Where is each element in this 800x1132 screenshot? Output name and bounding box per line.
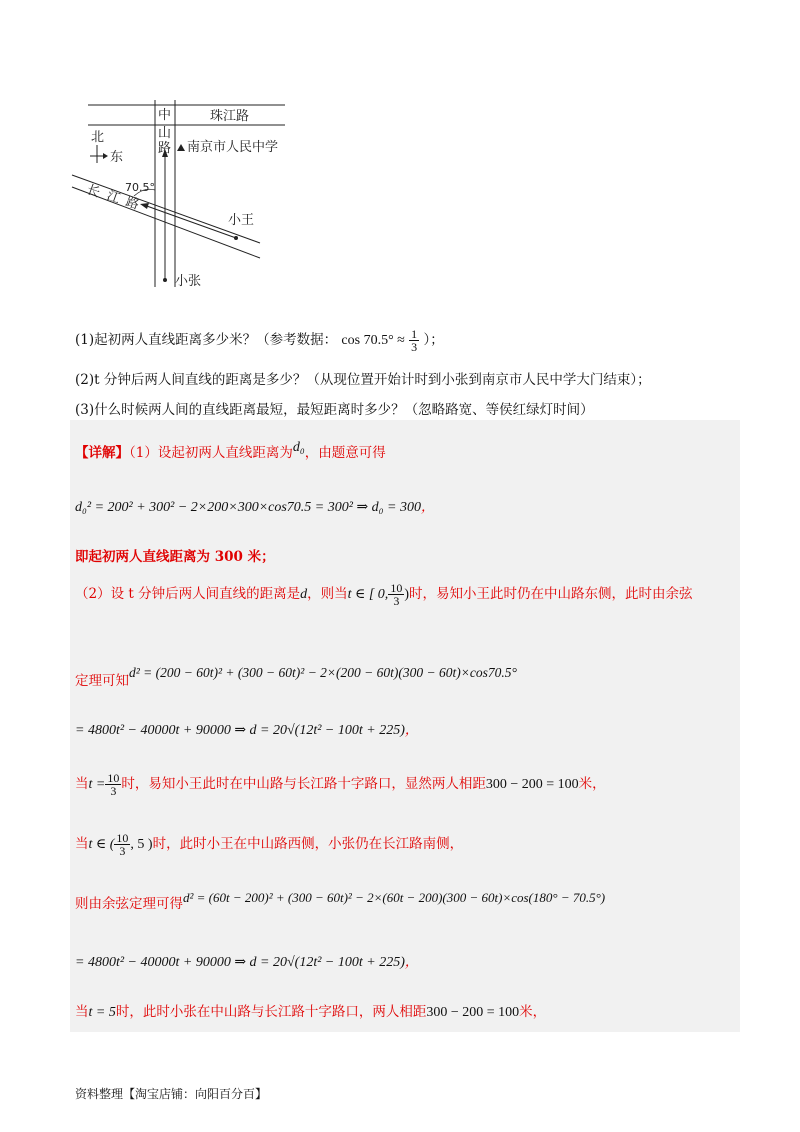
solution-line-7: [75, 890, 605, 912]
solution-p5-end: 米，: [578, 776, 606, 792]
solution-p3-text: （2）设 t 分钟后两人间直线的距离是: [75, 586, 301, 602]
solution-p8-t: t = 5: [88, 1005, 116, 1020]
east-label: 东: [110, 150, 124, 165]
equation-3-comma: ，: [404, 722, 419, 737]
solution-p1-end: ，由题意可得: [304, 445, 386, 461]
question-2: (2)t 分钟后两人间直线的距离是多少？（从现位置开始计时到小张到南京市人民中学大门结束）；: [75, 372, 651, 388]
solution-p3-when: ，则当: [307, 586, 348, 602]
changjiang-road-char-1: 长: [84, 182, 102, 201]
equation-3: [75, 718, 418, 739]
solution-line-3: [75, 582, 692, 607]
solution-p8-end: 米，: [519, 1004, 547, 1020]
equation-5: [75, 950, 418, 971]
solution-p8-mid: 时，此时小张在中山路与长江路十字路口，两人相距: [115, 1004, 427, 1020]
equation-1-body: d₀² = 200² + 300² − 2×200×300×cos70.5 = 300² ⇒ d₀ = 300: [75, 500, 421, 515]
solution-p6-interval-a: t ∈ (: [88, 837, 115, 852]
equation-5-comma: ，: [404, 954, 419, 969]
question-1-text: (1)起初两人直线距离多少米？（参考数据：: [75, 332, 338, 348]
equation-1-comma: ，: [421, 499, 435, 514]
road-diagram: [60, 95, 320, 295]
solution-line-2: 即起初两人直线距离为 300 米；: [75, 549, 275, 565]
solution-p5-eq: 300 − 200 = 100: [485, 777, 579, 792]
xiaozhang-label: 小张: [175, 274, 202, 289]
zhongshan-road-char-3: 路: [158, 141, 172, 156]
solution-p3-end: 时，易知小王此时仍在中山路东侧，此时由余弦: [408, 586, 693, 602]
question-1-fraction: [409, 328, 419, 353]
solution-p4-text: 定理可知: [75, 673, 129, 689]
solution-p6-fraction: [114, 832, 130, 857]
question-1-frac-den: 3: [411, 340, 418, 354]
solution-p3-frac-den: 3: [393, 594, 400, 608]
solution-p6-frac-num: 10: [116, 831, 129, 845]
footer-text: 资料整理【淘宝店铺：向阳百分百】: [75, 1087, 268, 1101]
solution-p7-text: 则由余弦定理可得: [75, 896, 183, 912]
solution-p5-fraction: [105, 772, 121, 797]
question-1: [75, 328, 444, 353]
equation-3-body: = 4800t² − 40000t + 90000 ⇒ d = 20√(12t² − 100t + 225): [75, 723, 405, 738]
solution-p3-interval-b: ): [404, 587, 409, 602]
solution-p3-var: d: [300, 587, 308, 602]
solution-p6-text: 当: [75, 836, 89, 852]
zhongshan-road-char-1: 中: [158, 108, 172, 123]
xiaowang-dot: [234, 236, 238, 240]
solution-p5-frac-num: 10: [107, 771, 120, 785]
solution-line-6: [75, 832, 463, 857]
solution-line-5: [75, 772, 606, 797]
equation-2: d² = (200 − 60t)² + (300 − 60t)² − 2×(200 − 60t)(300 − 60t)×cos70.5°: [129, 665, 517, 680]
solution-p1-var: d₀: [292, 440, 305, 455]
solution-p1-text: （1）设起初两人直线距离为: [129, 445, 293, 461]
solution-p6-interval-b: , 5 ): [130, 837, 153, 852]
equation-5-body: = 4800t² − 40000t + 90000 ⇒ d = 20√(12t² − 100t + 225): [75, 955, 405, 970]
solution-line-1: [75, 440, 386, 461]
zhongshan-road-char-2: 山: [158, 126, 172, 141]
solution-label: 【详解】: [75, 445, 129, 461]
question-1-end: ）；: [423, 332, 444, 348]
equation-1: [75, 495, 435, 516]
solution-p3-frac-num: 10: [390, 581, 403, 595]
north-label: 北: [91, 130, 105, 145]
zhujiang-road-label: 珠江路: [210, 109, 250, 124]
question-3: (3)什么时候两人间的直线距离最短，最短距离时多少？（忽略路宽、等侯红绿灯时间）: [75, 402, 594, 418]
solution-p5-t: t =: [88, 777, 106, 792]
question-1-cos: cos 70.5° ≈: [341, 333, 405, 348]
xiaowang-label: 小王: [228, 213, 255, 228]
question-1-frac-num: 1: [411, 327, 418, 341]
solution-p8-eq: 300 − 200 = 100: [426, 1005, 520, 1020]
solution-p5-text: 当: [75, 776, 89, 792]
solution-line-8: [75, 1000, 546, 1021]
school-label: 南京市人民中学: [187, 140, 279, 155]
changjiang-road-char-2: 江: [104, 188, 122, 207]
solution-p3-fraction: [388, 582, 404, 607]
angle-label: 70.5°: [125, 181, 155, 194]
solution-p8-text: 当: [75, 1004, 89, 1020]
solution-p6-frac-den: 3: [119, 844, 126, 858]
changjiang-road-char-3: 路: [123, 194, 141, 213]
solution-p3-interval-a: t ∈ [ 0,: [347, 587, 389, 602]
xiaozhang-dot: [163, 278, 167, 282]
solution-p6-end: 时，此时小王在中山路西侧，小张仍在长江路南侧，: [152, 836, 464, 852]
school-marker-icon: [177, 144, 185, 151]
solution-p5-frac-den: 3: [110, 784, 117, 798]
equation-4: d² = (60t − 200)² + (300 − 60t)² − 2×(60t − 200)(300 − 60t)×cos(180° − 70.5°): [183, 890, 606, 905]
solution-p5-mid: 时，易知小王此时在中山路与长江路十字路口，显然两人相距: [121, 776, 486, 792]
solution-line-4: [75, 665, 517, 689]
